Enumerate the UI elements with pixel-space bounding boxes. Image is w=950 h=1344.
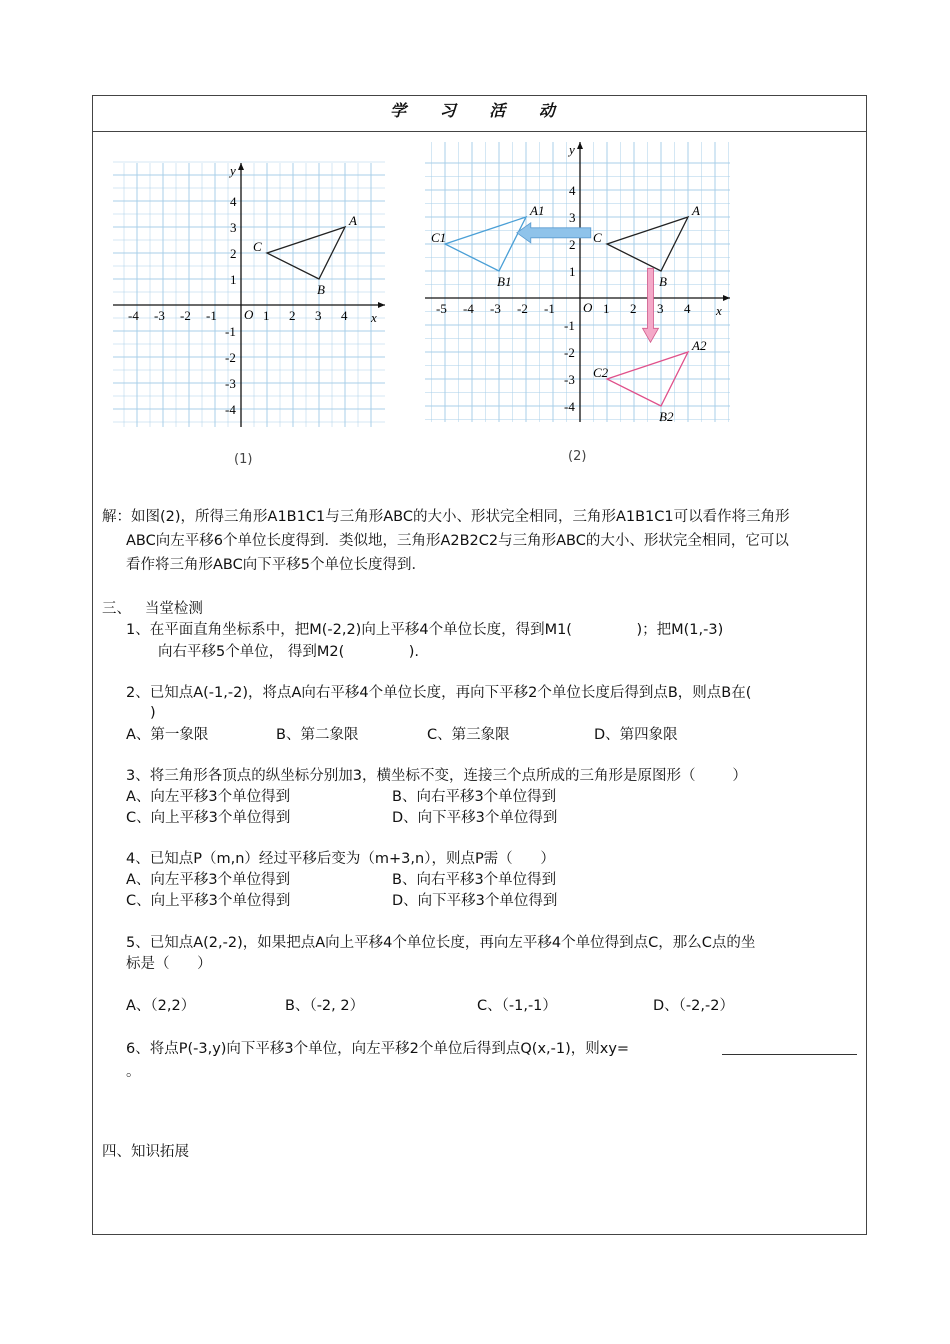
vertex-label-C2: C2: [593, 365, 609, 380]
origin-label: O: [583, 300, 593, 315]
x-tick-label: 3: [315, 308, 322, 323]
vertex-label-B2: B2: [659, 409, 674, 424]
x-tick-label: -5: [436, 301, 447, 316]
y-axis-label: y: [569, 142, 575, 157]
y-tick-label: 2: [569, 237, 576, 252]
question-1-cont: 向右平移5个单位， 得到M2( ).: [158, 644, 420, 660]
figure-2-graph: [425, 132, 740, 427]
question-1: 1、在平面直角坐标系中，把M(-2,2)向上平移4个单位长度，得到M1( )；把M(1,-3): [126, 622, 724, 638]
y-tick-label: 3: [569, 210, 576, 225]
y-axis-label: y: [230, 163, 236, 178]
y-tick-label: -3: [564, 372, 575, 387]
question-2-cont: ): [150, 705, 156, 721]
q2-option-d: D、第四象限: [594, 727, 678, 743]
x-tick-label: -2: [517, 301, 528, 316]
q5-option-c: C、（-1,-1）: [477, 998, 557, 1014]
figure-1-graph: [110, 155, 390, 435]
y-tick-label: 2: [230, 246, 237, 261]
question-5-cont: 标是（ ）: [126, 956, 212, 972]
figure-2-caption: (2): [568, 449, 587, 464]
y-tick-label: -4: [225, 402, 236, 417]
x-tick-label: -3: [490, 301, 501, 316]
x-tick-label: 3: [657, 301, 664, 316]
x-tick-label: -4: [463, 301, 474, 316]
y-tick-label: -1: [225, 324, 236, 339]
x-tick-label: -2: [180, 308, 191, 323]
x-axis-arrow: [723, 295, 730, 301]
x-axis-label: x: [371, 310, 377, 325]
x-tick-label: 1: [263, 308, 270, 323]
question-5: 5、已知点A(2,-2)，如果把点A向上平移4个单位长度，再向左平移4个单位得到点C，那么C点的坐: [126, 935, 756, 951]
vertex-label-B1: B1: [497, 274, 512, 289]
answer-blank[interactable]: [722, 1054, 857, 1055]
vertex-label-A: A: [692, 203, 700, 218]
question-4: 4、已知点P（m,n）经过平移后变为（m+3,n），则点P需（ ）: [126, 851, 555, 867]
question-2: 2、已知点A(-1,-2)，将点A向右平移4个单位长度，再向下平移2个单位长度后得到点B，则点B在(: [126, 685, 752, 701]
vertex-label-B: B: [317, 282, 325, 297]
q4-option-c: C、向上平移3个单位得到: [126, 893, 291, 909]
q2-option-c: C、第三象限: [427, 727, 510, 743]
vertex-label-A1: A1: [530, 203, 545, 218]
q3-option-b: B、向右平移3个单位得到: [392, 789, 557, 805]
vertex-label-C: C: [593, 230, 602, 245]
y-tick-label: -2: [564, 345, 575, 360]
vertex-label-C: C: [253, 239, 262, 254]
q4-option-a: A、向左平移3个单位得到: [126, 872, 291, 888]
q2-option-a: A、第一象限: [126, 727, 209, 743]
vertex-label-B: B: [659, 274, 667, 289]
x-tick-label: -3: [154, 308, 165, 323]
y-tick-label: -4: [564, 399, 575, 414]
x-tick-label: 1: [603, 301, 610, 316]
y-tick-label: -2: [225, 350, 236, 365]
x-axis-label: x: [716, 303, 722, 318]
y-tick-label: 4: [230, 194, 237, 209]
x-tick-label: 4: [341, 308, 348, 323]
y-tick-label: 3: [230, 220, 237, 235]
q2-option-b: B、第二象限: [276, 727, 359, 743]
vertex-label-A: A: [349, 213, 357, 228]
question-6: 6、将点P(-3,y)向下平移3个单位，向左平移2个单位后得到点Q(x,-1)，则xy=: [126, 1041, 630, 1057]
section-3-heading: 三、 当堂检测: [102, 601, 203, 617]
figure-1-caption: (1): [234, 452, 253, 467]
vertex-label-C1: C1: [431, 230, 447, 245]
vertex-label-A2: A2: [692, 338, 707, 353]
q3-option-d: D、向下平移3个单位得到: [392, 810, 558, 826]
q5-option-a: A、（2,2）: [126, 998, 196, 1014]
q5-option-b: B、（-2, 2）: [285, 998, 365, 1014]
y-axis-arrow: [577, 142, 583, 149]
y-tick-label: 4: [569, 183, 576, 198]
q4-option-d: D、向下平移3个单位得到: [392, 893, 558, 909]
x-tick-label: 2: [289, 308, 296, 323]
q3-option-a: A、向左平移3个单位得到: [126, 789, 291, 805]
y-tick-label: 1: [230, 272, 237, 287]
page-title: 学 习 活 动: [390, 101, 569, 120]
y-axis-arrow: [238, 163, 244, 170]
solution-line: 解：如图(2)，所得三角形A1B1C1与三角形ABC的大小、形状完全相同，三角形A1B1C1可以看作将三角形: [102, 509, 790, 525]
x-tick-label: 4: [684, 301, 691, 316]
solution-line: 看作将三角形ABC向下平移5个单位长度得到．: [126, 557, 426, 573]
q5-option-d: D、（-2,-2）: [653, 998, 734, 1014]
x-tick-label: -1: [544, 301, 555, 316]
q4-option-b: B、向右平移3个单位得到: [392, 872, 557, 888]
solution-line: ABC向左平移6个单位长度得到．类似地，三角形A2B2C2与三角形ABC的大小、形状完全相同，它可以: [126, 533, 789, 549]
x-tick-label: -1: [206, 308, 217, 323]
x-tick-label: 2: [630, 301, 637, 316]
origin-label: O: [244, 307, 254, 322]
x-tick-label: -4: [128, 308, 139, 323]
x-axis-arrow: [378, 302, 385, 308]
question-6-end: 。: [126, 1064, 141, 1080]
y-tick-label: 1: [569, 264, 576, 279]
y-tick-label: -3: [225, 376, 236, 391]
q3-option-c: C、向上平移3个单位得到: [126, 810, 291, 826]
question-3: 3、将三角形各顶点的纵坐标分别加3，横坐标不变，连接三个点所成的三角形是原图形（ ）: [126, 768, 747, 784]
section-4-heading: 四、知识拓展: [102, 1144, 189, 1160]
y-tick-label: -1: [564, 318, 575, 333]
